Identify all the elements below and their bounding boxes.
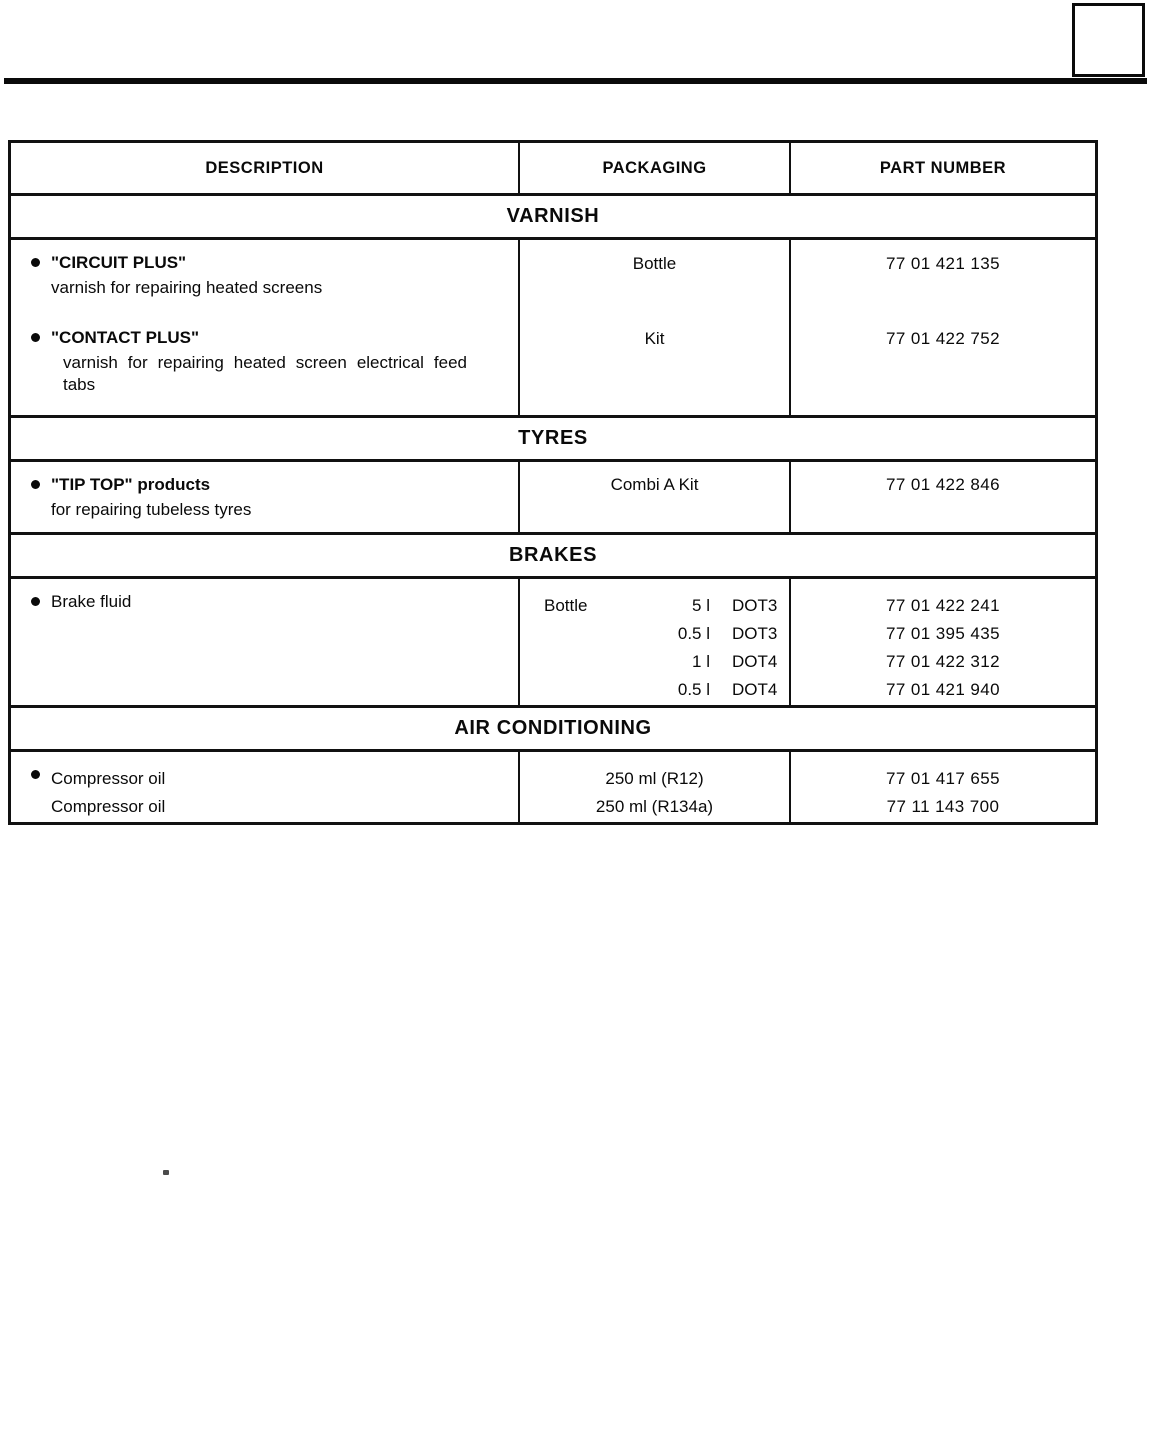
brakes-description-cell (11, 579, 520, 705)
tyres-part-number-cell (791, 462, 1095, 532)
column-header-description: DESCRIPTION (11, 143, 520, 193)
packaging-value: Kit (644, 329, 665, 348)
bullet-icon (31, 480, 40, 489)
volume-value: 0.5 l (677, 624, 710, 643)
product-name: "CIRCUIT PLUS" (51, 253, 187, 272)
tyres-packaging-cell (520, 462, 791, 532)
bullet-icon (31, 770, 40, 779)
table-header-row (11, 143, 1095, 193)
container-value (544, 648, 636, 676)
packaging-line (544, 620, 789, 648)
packaging-line (544, 676, 789, 704)
ac-part-number-cell (791, 752, 1095, 822)
grade-value: DOT4 (732, 652, 778, 671)
grade-value: DOT3 (732, 624, 778, 643)
varnish-item-contact-plus (25, 328, 508, 396)
packaging-value: Combi A Kit (610, 475, 699, 494)
grade-value: DOT4 (732, 680, 778, 699)
page-corner-box (1072, 3, 1145, 77)
table-row-air-conditioning (11, 752, 1095, 822)
varnish-packaging-cell (520, 240, 791, 415)
section-header-tyres: TYRES (11, 415, 1095, 462)
container-value (544, 676, 636, 704)
section-header-brakes: BRAKES (11, 532, 1095, 579)
part-number-value: 77 01 417 655 (886, 769, 1000, 788)
product-description: varnish for repairing heated screen electrical feed tabs (63, 353, 467, 394)
product-name: Compressor oil (51, 797, 166, 816)
ac-packaging-cell (520, 752, 791, 822)
packaging-line (544, 648, 789, 676)
packaging-value: Bottle (632, 254, 677, 273)
page-header-rule (4, 78, 1147, 84)
brakes-packaging-cell (520, 579, 791, 705)
grade-value: DOT3 (732, 596, 778, 615)
product-name: Brake fluid (51, 592, 132, 611)
volume-value: 1 l (692, 652, 710, 671)
container-value (544, 620, 636, 648)
part-number-value: 77 01 422 846 (886, 475, 1000, 494)
section-header-varnish: VARNISH (11, 193, 1095, 240)
varnish-item-circuit-plus (25, 253, 508, 328)
product-name: "TIP TOP" products (51, 475, 211, 494)
table-row-brakes (11, 579, 1095, 705)
brakes-part-number-cell (791, 579, 1095, 705)
tyres-description-cell (11, 462, 520, 532)
parts-table (8, 140, 1098, 825)
table-row-varnish (11, 240, 1095, 415)
part-number-value: 77 01 421 940 (886, 680, 1000, 699)
packaging-line (544, 592, 789, 620)
volume-value: 5 l (692, 596, 710, 615)
packaging-value: 250 ml (R12) (605, 769, 704, 788)
part-number-value: 77 01 421 135 (886, 254, 1000, 273)
varnish-part-number-cell (791, 240, 1095, 415)
bullet-icon (31, 333, 40, 342)
packaging-value: 250 ml (R134a) (595, 797, 714, 816)
part-number-value: 77 01 422 241 (886, 596, 1000, 615)
product-description: for repairing tubeless tyres (51, 500, 252, 519)
part-number-value: 77 01 422 752 (886, 329, 1000, 348)
container-value: Bottle (544, 596, 588, 615)
product-name: "CONTACT PLUS" (51, 328, 200, 347)
part-number-value: 77 11 143 700 (886, 797, 1000, 816)
part-number-value: 77 01 395 435 (886, 624, 1000, 643)
scan-artifact-dot (163, 1170, 169, 1175)
volume-value: 0.5 l (677, 680, 710, 699)
section-header-air-conditioning: AIR CONDITIONING (11, 705, 1095, 752)
table-row-tyres (11, 462, 1095, 532)
varnish-description-cell (11, 240, 520, 415)
product-description: varnish for repairing heated screens (51, 278, 323, 297)
part-number-value: 77 01 422 312 (886, 652, 1000, 671)
column-header-packaging: PACKAGING (520, 143, 791, 193)
product-name: Compressor oil (51, 769, 166, 788)
bullet-icon (31, 258, 40, 267)
ac-description-cell (11, 752, 520, 822)
column-header-part-number: PART NUMBER (879, 158, 1007, 177)
bullet-icon (31, 597, 40, 606)
